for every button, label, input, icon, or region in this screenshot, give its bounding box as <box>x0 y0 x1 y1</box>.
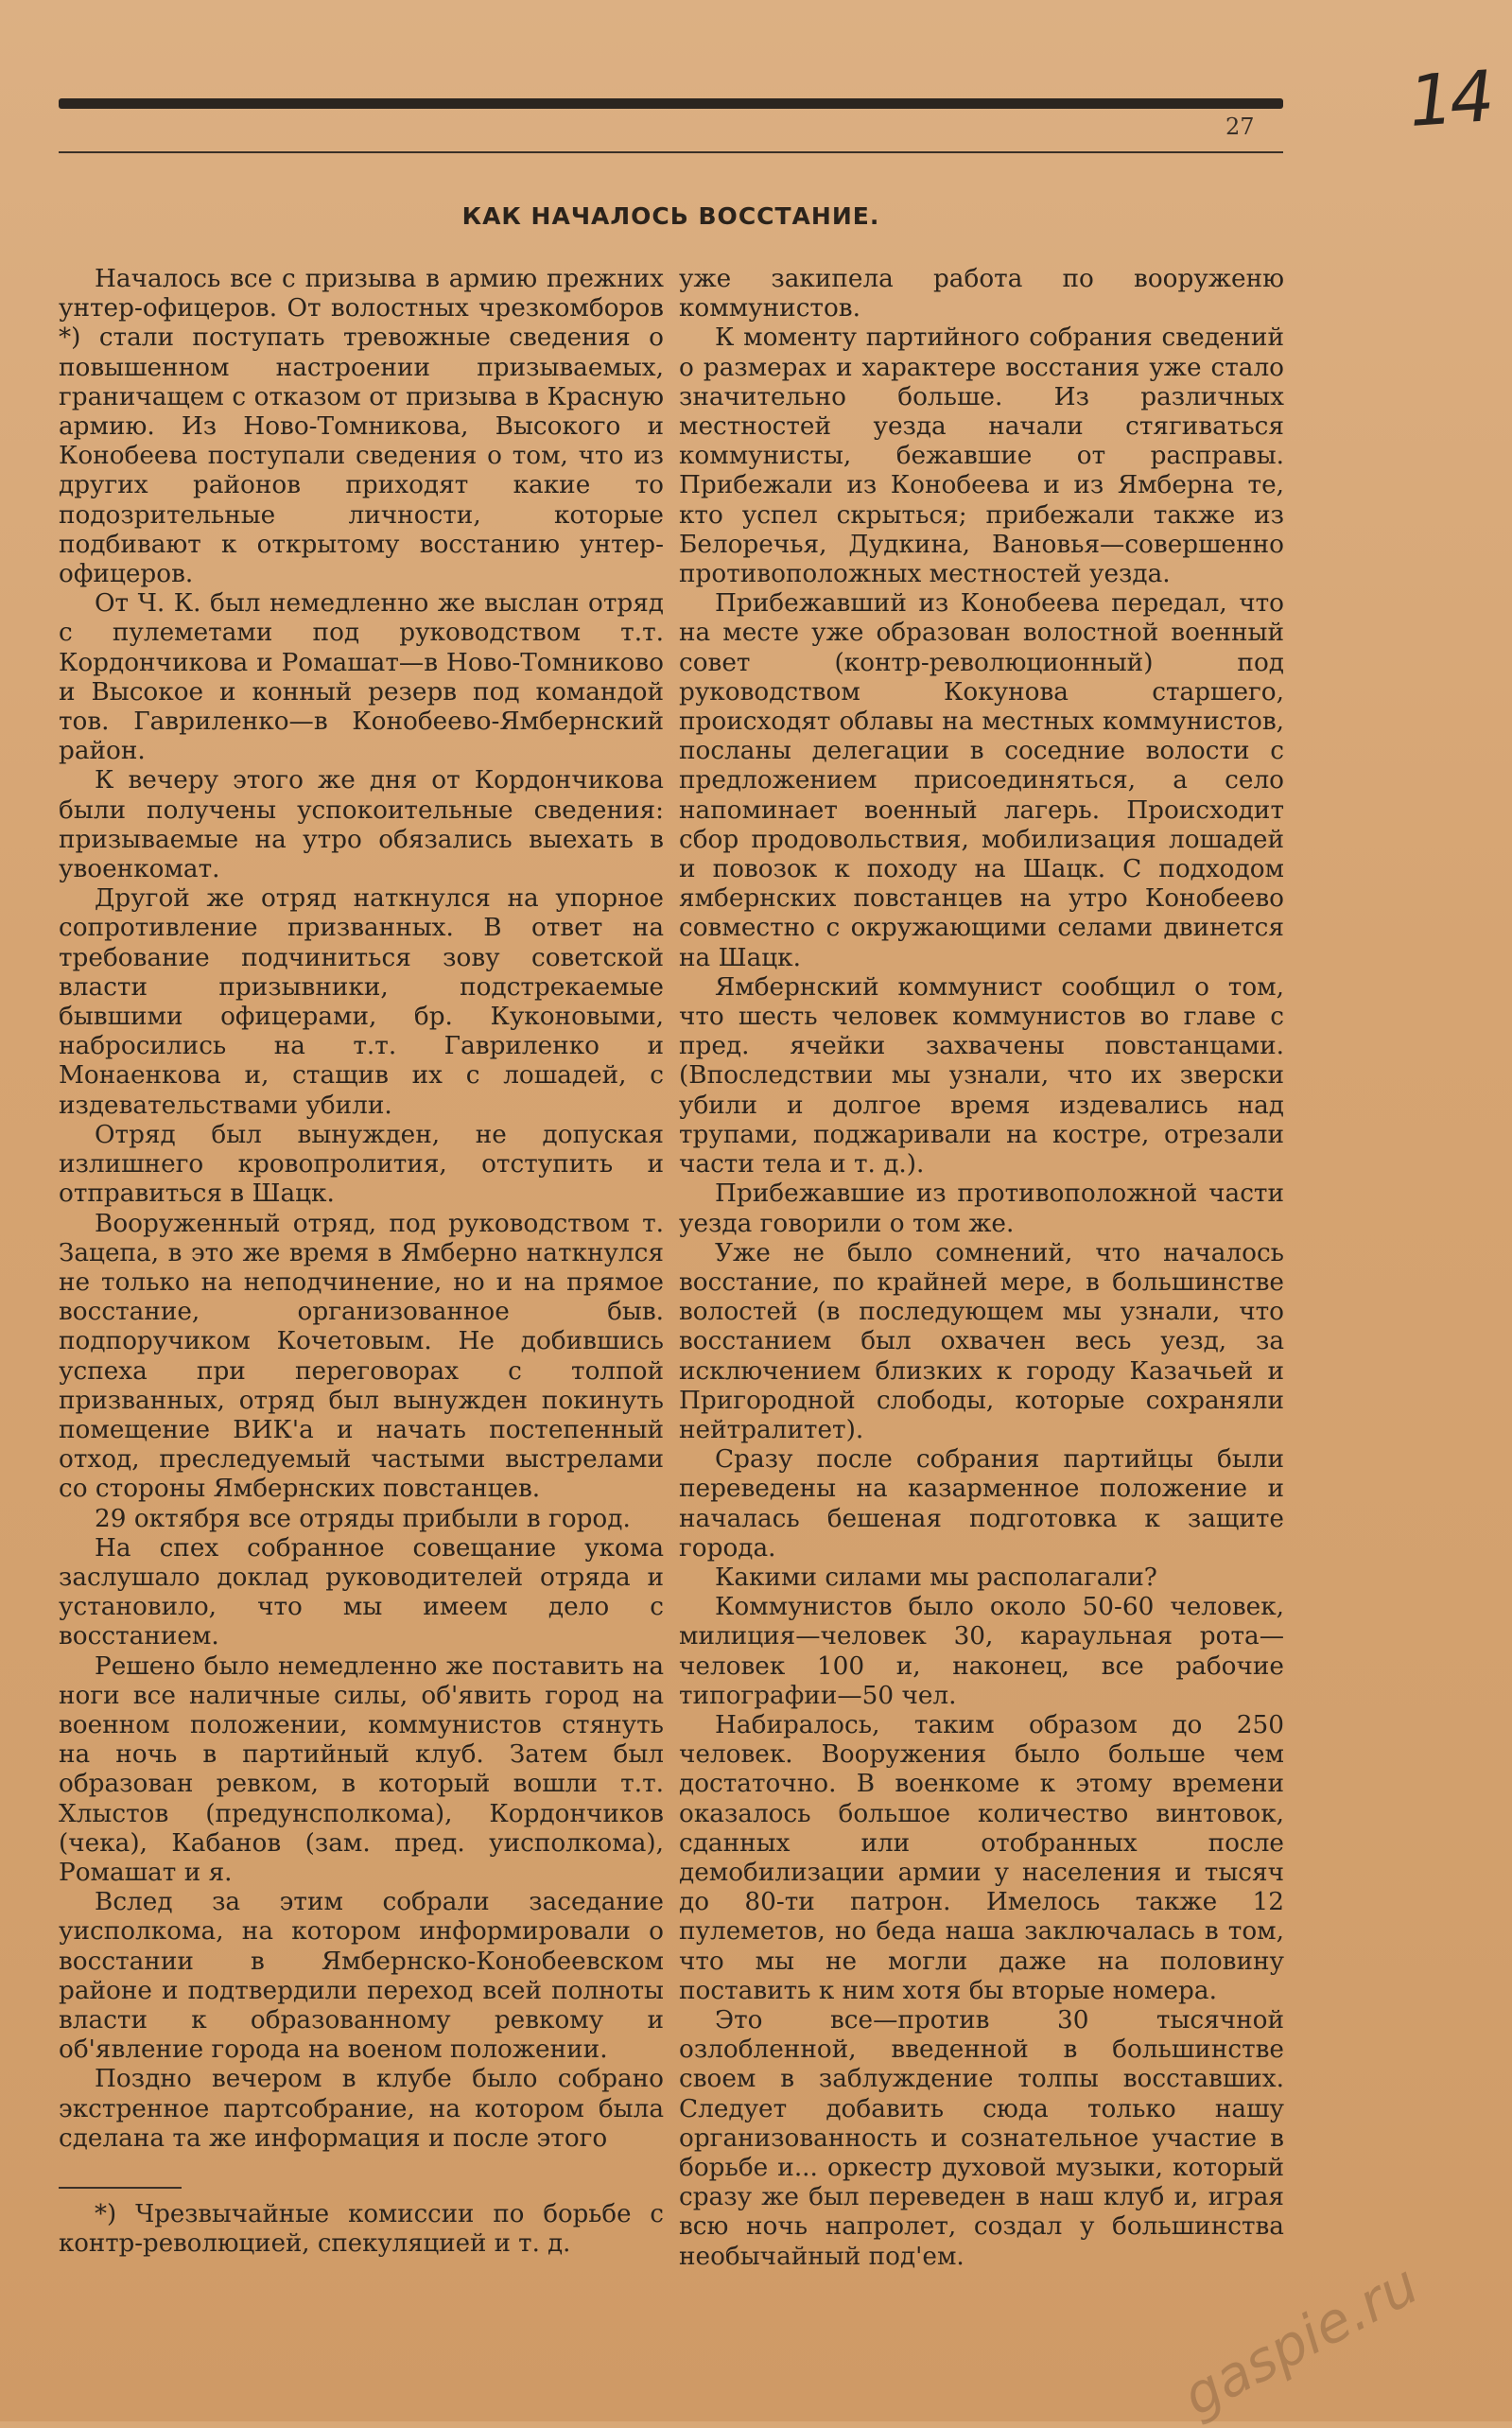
handwritten-page-mark: 14 <box>1406 56 1494 143</box>
paragraph: Вслед за этим собрали заседание уисполкома, на котором информировали о восстании в Ямбернско-Конобеевском районе и подтвердили переход всей полноты власти к образованному ревкому и об'явление города на военом положении. <box>59 1888 664 2065</box>
paragraph: Решено было немедленно же поставить на ноги все наличные силы, об'явить город на военном положении, коммунистов стянуть на ночь в партийный клуб. Затем был образован ревком, в который вошли т.т. Хлыстов (предунсполкома), Кордончиков (чека), Кабанов (зам. пред. уисполкома), Ромашат и я. <box>59 1651 664 1887</box>
paragraph: Ямбернский коммунист сообщил о том, что шесть человек коммунистов во главе с пред. ячейки захвачены повстанцами. (Впоследствии мы узнали, что их зверски убили и долгое время издевались над трупами, поджаривали на костре, отрезали части тела и т. д.). <box>679 972 1284 1179</box>
paragraph: Вооруженный отряд, под руководством т. Зацепа, в это же время в Ямберно наткнулся не только на неподчинение, но и на прямое восстание, организованное быв. подпоручиком Кочетовым. Не добившись успеха при переговорах с толпой призванных, отряд был вынужден покинуть помещение ВИК'а и начать постепенный отход, преследуемый частыми выстрелами со стороны Ямбернских повстанцев. <box>59 1209 664 1504</box>
paragraph: К вечеру этого же дня от Кордончикова были получены успокоительные сведения: призываемые на утро обязались выехать в увоенкомат. <box>59 766 664 884</box>
watermark: gaspie.ru <box>1172 2251 1429 2428</box>
page-number: 27 <box>1225 114 1255 140</box>
header-thin-rule <box>59 151 1283 153</box>
paragraph: Другой же отряд наткнулся на упорное сопротивление призванных. В ответ на требование подчиниться зову советской власти призывники, подстрекаемые бывшими офицерами, бр. Куконовыми, набросились на т.т. Гавриленко и Монаенкова и, стащив их с лошадей, с издевательствами убили. <box>59 884 664 1120</box>
paragraph: Прибежавшие из противоположной части уезда говорили о том же. <box>679 1179 1284 1238</box>
paragraph: Началось все с призыва в армию прежних унтер-офицеров. От волостных чрезкомборов *) стали поступать тревожные сведения о повышенном настроении призываемых, граничащем с отказом от призыва в Красную армию. Из Ново-Томникова, Высокого и Конобеева поступали сведения о том, что из других районов приходят какие то подозрительные личности, которые подбивают к открытому восстанию унтер-офицеров. <box>59 265 664 589</box>
footnote-text: *) Чрезвычайные комиссии по борьбе с контр-революцией, спекуляцией и т. д. <box>59 2200 664 2259</box>
paragraph: К моменту партийного собрания сведений о размерах и характере восстания уже стало значительно больше. Из различных местностей уезда начали стягиваться коммунисты, бежавшие от расправы. Прибежали из Конобеева и из Ямберна те, кто успел скрыться; прибежали также из Белоречья, Дудкина, Вановья—совершенно противоположных местностей уезда. <box>679 323 1284 589</box>
footnote <box>59 2200 664 2259</box>
paragraph: Это все—против 30 тысячной озлобленной, введенной в большинстве своем в заблуждение толпы восставших. Следует добавить сюда только нашу организованность и сознательное участие в борьбе и... оркестр духовой музыки, который сразу же был переведен в наш клуб и, играя всю ночь напролет, создал у большинства необычайный под'ем. <box>679 2005 1284 2271</box>
paragraph: Поздно вечером в клубе было собрано экстренное партсобрание, на котором была сделана та же информация и после этого <box>59 2065 664 2153</box>
paragraph: уже закипела работа по вооруженю коммунистов. <box>679 265 1284 323</box>
paragraph: На спех собранное совещание укома заслушало доклад руководителей отряда и установило, что мы имеем дело с восстанием. <box>59 1533 664 1651</box>
paragraph: Какими силами мы располагали? <box>715 1563 1157 1592</box>
footnote-rule <box>59 2187 182 2189</box>
paragraph: Коммунистов было около 50-60 человек, милиция—человек 30, караульная рота—человек 100 и, наконец, все рабочие типографии—50 чел. <box>679 1593 1284 1710</box>
paragraph: От Ч. К. был немедленно же выслан отряд с пулеметами под руководством т.т. Кордончикова и Ромашат—в Ново-Томниково и Высокое и конный резерв под командой тов. Гавриленко—в Конобеево-Ямбернский район. <box>59 589 664 766</box>
paragraph: Сразу после собрания партийцы были переведены на казарменное положение и началась бешеная подготовка к защите города. <box>679 1445 1284 1563</box>
paragraph: Прибежавший из Конобеева передал, что на месте уже образован волостной военный совет (контр-революционный) под руководством Кокунова старшего, происходят облавы на местных коммунистов, посланы делегации в соседние волости с предложением присоединяться, а село напоминает военный лагерь. Происходит сбор продовольствия, мобилизация лошадей и повозок к походу на Шацк. С подходом ямбернских повстанцев на утро Конобеево совместно с окружающими селами двинется на Шацк. <box>679 589 1284 972</box>
right-column <box>679 265 1284 2272</box>
header-thick-rule <box>59 98 1283 109</box>
paragraph: 29 октября все отряды прибыли в город. <box>95 1504 631 1533</box>
article-title: КАК НАЧАЛОСЬ ВОССТАНИЕ. <box>461 202 880 230</box>
paragraph: Уже не было сомнений, что началось восстание, по крайней мере, в большинстве волостей (в последующем мы узнали, что восстанием был охвачен весь уезд, за исключением близких к городу Казачьей и Пригородной слободы, которые сохраняли нейтралитет). <box>679 1238 1284 1444</box>
left-column <box>59 265 664 2154</box>
paragraph: Набиралось, таким образом до 250 человек. Вооружения было больше чем достаточно. В военкоме к этому времени оказалось большое количество винтовок, сданных или отобранных после демобилизации армии у населения и тысяч до 80-ти патрон. Имелось также 12 пулеметов, но беда наша заключалась в том, что мы не могли даже на половину поставить к ним хотя бы вторые номера. <box>679 1710 1284 2005</box>
paragraph: Отряд был вынужден, не допуская излишнего кровопролития, отступить и отправиться в Шацк. <box>59 1120 664 1209</box>
